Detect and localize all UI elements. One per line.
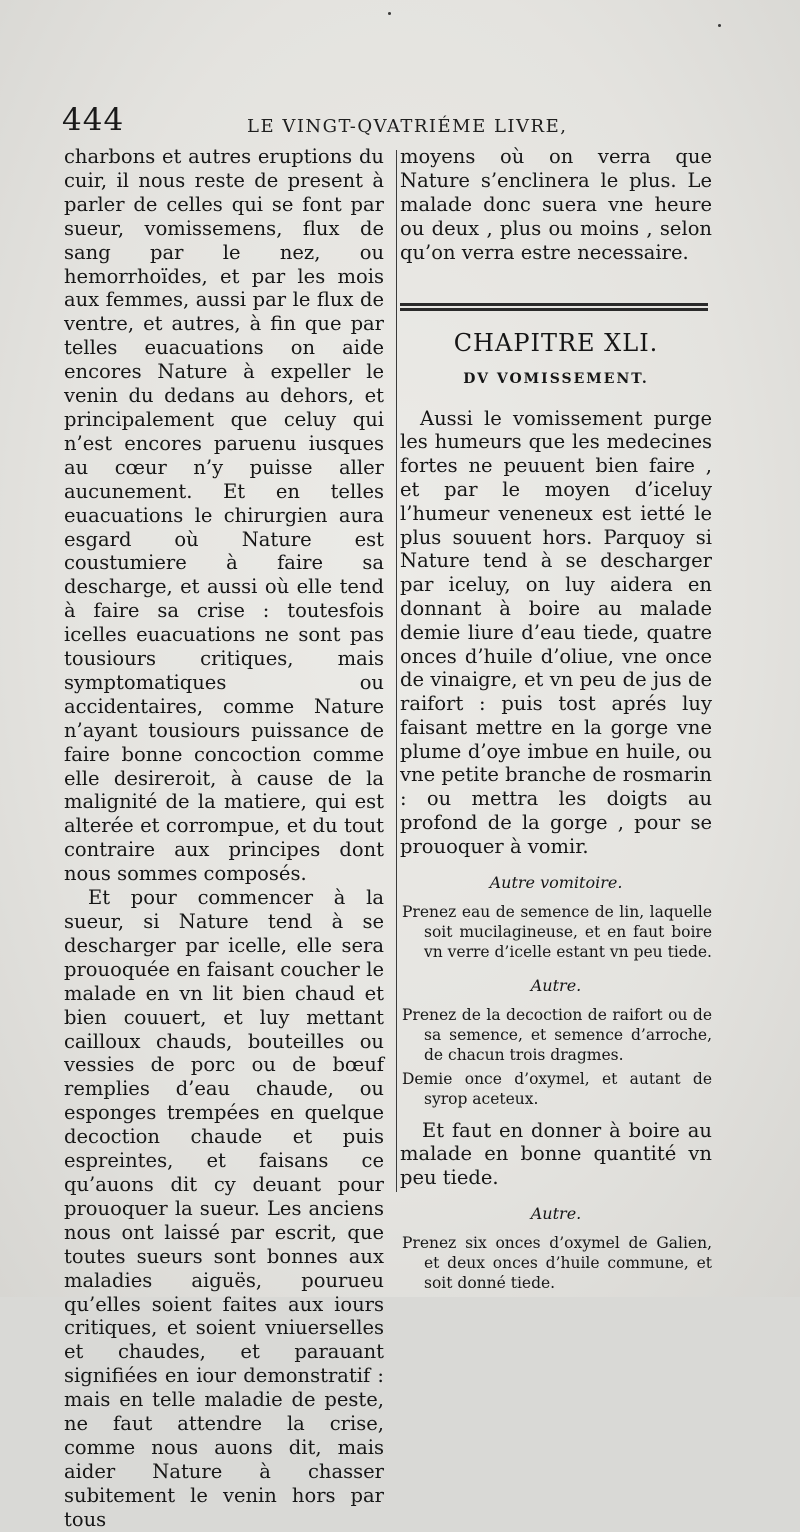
- running-title: LE VINGT-QVATRIÉME LIVRE,: [247, 116, 568, 137]
- ink-speck: [718, 24, 721, 27]
- right-column: [400, 145, 712, 1293]
- recipe-text-linseed: Prenez eau de semence de lin, laquelle soit mucilagineuse, et en faut boire vn verre d’icelle estant vn peu tiede.: [402, 902, 712, 961]
- ink-speck: [388, 12, 391, 15]
- recipe-instruction: Et faut en donner à boire au malade en bonne quantité vn peu tiede.: [400, 1118, 712, 1190]
- left-paragraph-sweat: Et pour commencer à la sueur, si Nature tend à se descharger par icelle, elle sera prouoquée en faisant coucher le malade en vn lit bien chaud et bien couuert, et luy mettant cailloux chauds, bouteilles ou vessies de porc ou de bœuf remplies d’eau chaude, ou esponges trempées en quelque decoction chaude et puis espreintes, et faisans ce qu’auons dit cy deuant pour prouoquer la sueur. Les anciens nous ont laissé par escrit, que toutes sueurs sont bonnes aux maladies aiguës, pourueu qu’elles soient faites aux iours critiques, et soient vniuerselles et chaudes, et parauant signifiées en iour demonstratif : mais en telle maladie de peste, ne faut attendre la crise, comme nous auons dit, mais aider Nature à chasser subitement le venin hors par tous: [64, 886, 384, 1531]
- chapter-separator-rule: [400, 303, 708, 311]
- recipe-heading-autre-vomitoire: Autre vomitoire.: [489, 872, 623, 892]
- column-divider: [396, 150, 397, 1192]
- right-paragraph-continuation: moyens où on verra que Nature s’enclinera le plus. Le malade donc suera vne heure ou deux , plus ou moins , selon qu’on verra estre necessaire.: [400, 145, 712, 264]
- recipe-heading-autre: Autre.: [530, 975, 582, 995]
- recipe-text-oxymel: Demie once d’oxymel, et autant de syrop aceteux.: [402, 1069, 712, 1108]
- left-column: [64, 145, 384, 1532]
- chapter-body: Aussi le vomissement purge les humeurs que les medecines fortes ne peuuent bien faire , et par le moyen d’iceluy l’humeur veneneux est ietté le plus souuent hors. Parquoy si Nature tend à se descharger par iceluy, on luy aidera en donnant à boire au malade demie liure d’eau tiede, quatre onces d’huile d’oliue, vne once de vinaigre, et vn peu de jus de raifort : puis tost aprés luy faisant mettre en la gorge vne plume d’oye imbue en huile, ou vne petite branche de rosmarin : ou mettra les doigts au profond de la gorge , pour se prouoquer à vomir.: [400, 406, 712, 858]
- chapter-subtitle: DV VOMISSEMENT.: [463, 370, 649, 387]
- page-header: [62, 102, 762, 146]
- recipe-text-raifort: Prenez de la decoction de raifort ou de sa semence, et semence d’arroche, de chacun trois dragmes.: [402, 1005, 712, 1064]
- page-number: 444: [62, 102, 125, 138]
- left-paragraph-continuation: charbons et autres eruptions du cuir, il nous reste de present à parler de celles qui se font par sueur, vomissemens, flux de sang par le nez, ou hemorrhoïdes, et par les mois aux femmes, aussi par le flux de ventre, et autres, à fin que par telles euacuations on aide encores Nature à expeller le venin du dedans au dehors, et principalement que celuy qui n’est encores paruenu iusques au cœur n’y puisse aller aucunement. Et en telles euacuations le chirurgien aura esgard où Nature est coustumiere à faire sa descharge, et aussi où elle tend à faire sa crise : toutesfois icelles euacuations ne sont pas tousiours critiques, mais symptomatiques ou accidentaires, comme Nature n’ayant tousiours puissance de faire bonne concoction comme elle desireroit, à cause de la malignité de la matiere, qui est alterée et corrompue, et du tout contraire aux principes dont nous sommes composés.: [64, 145, 384, 886]
- recipe-heading-autre-2: Autre.: [530, 1204, 582, 1224]
- chapter-title: CHAPITRE XLI.: [453, 328, 659, 357]
- recipe-text-galien: Prenez six onces d’oxymel de Galien, et deux onces d’huile commune, et soit donné tiede.: [402, 1234, 712, 1293]
